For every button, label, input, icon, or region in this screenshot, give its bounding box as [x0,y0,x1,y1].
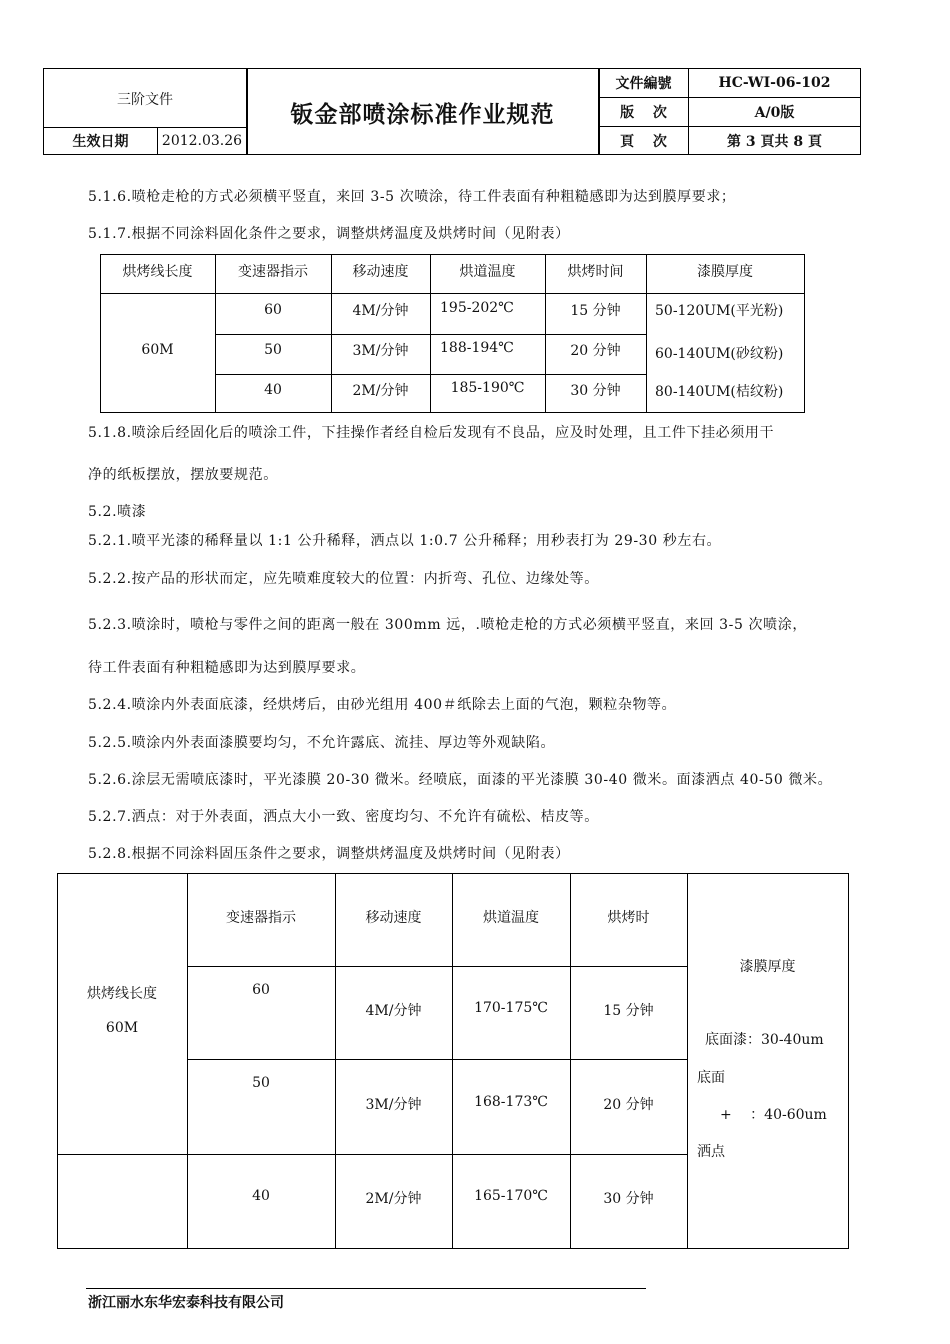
paragraph-5-2-3: 5.2.3.喷涂时，喷枪与零件之间的距离一般在 300mm 远，.喷枪走枪的方式必须横平竖直，来回 3-5 次喷涂， [88,617,807,633]
paragraph-5-2-7: 5.2.7.洒点：对于外表面，洒点大小一致、密度均匀、不允许有硫松、桔皮等。 [88,809,599,825]
table-cell-thickness: 80-140UM(桔纹粉) [655,384,784,400]
table-cell: 60 [264,302,282,318]
effective-date-label: 生效日期 [72,134,129,150]
paragraph-5-1-6: 5.1.6.喷枪走枪的方式必须横平竖直，来回 3-5 次喷涂，待工件表面有种粗糙感即为达到膜厚要求； [88,189,736,205]
table-cell: 170-175℃ [474,1000,548,1016]
table-cell: 4M/分钟 [352,303,409,319]
table-cell-line-length: 60M [141,342,174,358]
table-cell: 40 [264,382,282,398]
paragraph-5-2-3-cont: 待工件表面有种粗糙感即为达到膜厚要求。 [88,660,366,676]
paragraph-5-2-1: 5.2.1.喷平光漆的稀释量以 1:1 公升稀释，洒点以 1:0.7 公升稀释；用秒表打为 29-30 秒左右。 [88,533,722,549]
table-cell: 30 分钟 [603,1191,654,1207]
paragraph-5-2-5: 5.2.5.喷涂内外表面漆膜要均匀，不允许露底、流挂、厚边等外观缺陷。 [88,735,556,751]
table-header-cell: 漆膜厚度 [739,959,796,975]
table-header-cell: 变速器指示 [226,910,296,926]
table-cell-thickness: 底面 [697,1070,725,1086]
page-value: 第 3 頁共 8 頁 [727,133,822,150]
doc-number-value: HC-WI-06-102 [718,75,831,91]
page-title: 钣金部喷涂标准作业规范 [290,100,555,128]
table-cell-line-length: 60M [105,1020,139,1036]
table-cell: 60 [252,982,270,998]
document-level: 三阶文件 [117,91,173,108]
table-cell: 50 [264,342,282,358]
table-cell-thickness: 60-140UM(砂纹粉) [655,346,784,362]
table-cell: 195-202℃ [440,300,514,316]
paragraph-5-1-8: 5.1.8.喷涂后经固化后的喷涂工件，下挂操作者经自检后发现有不良品，应及时处理，且工件下挂必须用干 [88,425,775,441]
version-value: A/0版 [754,105,795,121]
table-header-cell: 烘道温度 [459,264,516,280]
table-header-cell: 烘烤时间 [567,264,624,280]
table-cell: 20 分钟 [603,1097,654,1113]
page-label: 頁 次 [620,133,667,150]
table-cell: 15 分钟 [570,303,621,319]
table-header-cell: 变速器指示 [238,264,308,280]
section-heading-5-2: 5.2.喷漆 [88,504,147,520]
table-header-cell: 移动速度 [365,910,422,926]
table-cell: 15 分钟 [603,1003,654,1019]
paragraph-5-1-7: 5.1.7.根据不同涂料固化条件之要求，调整烘烤温度及烘烤时间（见附表） [88,226,570,242]
table-cell: 20 分钟 [570,343,621,359]
table-header-cell: 烘烤时 [607,910,650,926]
table-cell-thickness: 底面漆：30-40um [705,1032,824,1048]
paragraph-5-1-8-cont: 净的纸板摆放，摆放要规范。 [88,467,278,483]
table-header-cell: 漆膜厚度 [697,264,753,280]
paragraph-5-2-8: 5.2.8.根据不同涂料固压条件之要求，调整烘烤温度及烘烤时间（见附表） [88,846,570,862]
table-cell-line-length-label: 烘烤线长度 [87,986,157,1002]
effective-date-value: 2012.03.26 [161,133,243,149]
table-cell: 165-170℃ [474,1188,548,1204]
table-cell: 30 分钟 [570,383,621,399]
version-label: 版 次 [620,105,667,121]
paragraph-5-2-2: 5.2.2.按产品的形状而定，应先喷难度较大的位置：内折弯、孔位、边缘处等。 [88,571,599,587]
table-cell: 2M/分钟 [352,383,409,399]
table-cell: 40 [252,1188,270,1204]
table-cell: 185-190℃ [450,380,525,396]
table-header-cell: 烘道温度 [483,910,539,926]
doc-number-label: 文件編號 [615,76,672,92]
table-cell: 4M/分钟 [365,1003,422,1019]
company-name: 浙江丽水东华宏泰科技有限公司 [88,1295,284,1311]
paragraph-5-2-6: 5.2.6.涂层无需喷底漆时，平光漆膜 20-30 微米。经喷底，面漆的平光漆膜 30-40 微米。面漆洒点 40-50 微米。 [88,772,833,788]
table-header-cell: 烘烤线长度 [122,264,193,280]
table-cell-thickness: 洒点 [697,1144,725,1160]
table-cell: 2M/分钟 [365,1191,422,1207]
table-cell-thickness: 50-120UM(平光粉) [655,303,784,319]
table-cell: 3M/分钟 [365,1097,422,1113]
table-header-cell: 移动速度 [352,264,409,280]
table-cell: 168-173℃ [474,1094,548,1110]
table-cell-thickness: + ：40-60um [720,1107,827,1123]
paragraph-5-2-4: 5.2.4.喷涂内外表面底漆，经烘烤后，由砂光组用 400＃纸除去上面的气泡，颗粒杂物等。 [88,697,677,713]
table-cell: 50 [252,1075,270,1091]
table-cell: 3M/分钟 [352,343,409,359]
footer-divider [86,1288,646,1289]
table-cell: 188-194℃ [440,340,514,356]
